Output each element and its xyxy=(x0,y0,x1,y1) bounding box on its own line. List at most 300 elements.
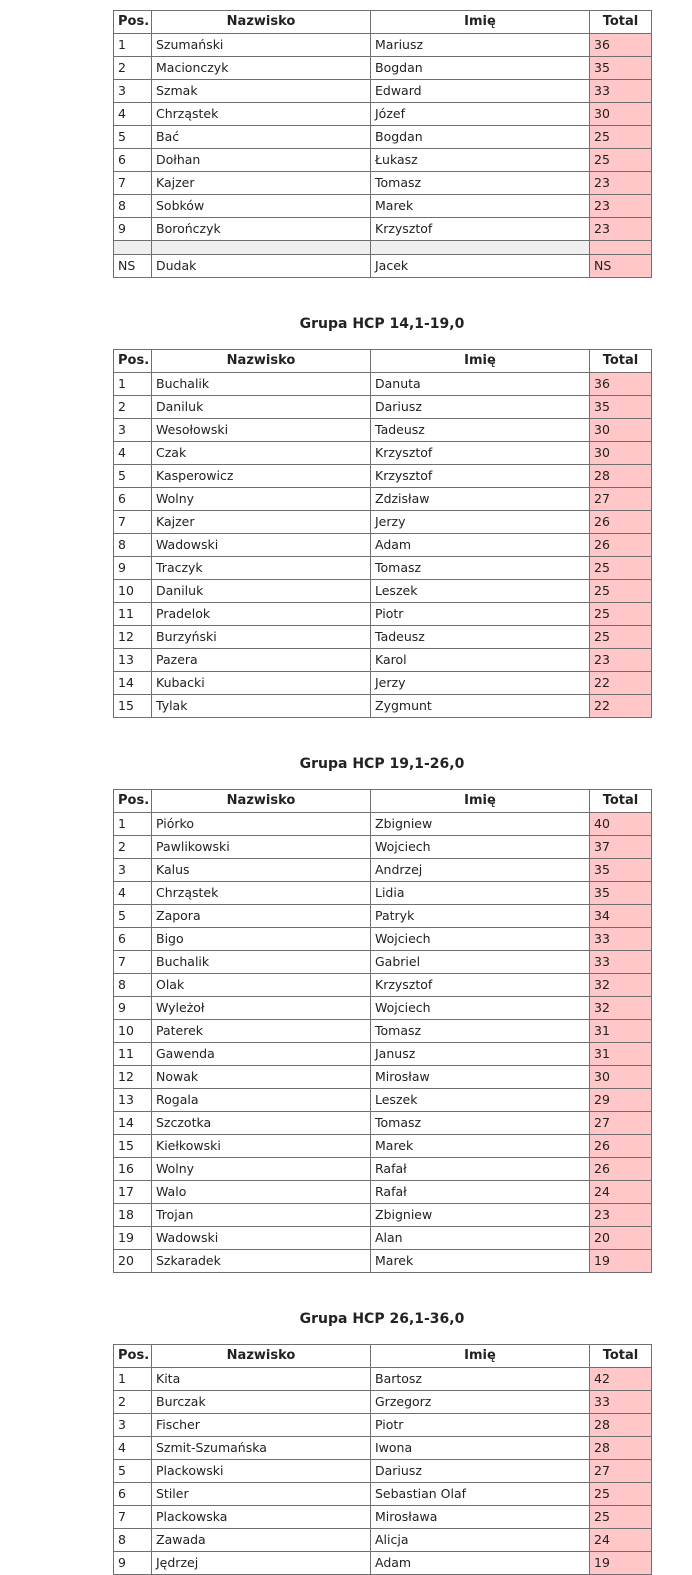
cell-firstname: Adam xyxy=(371,1552,590,1575)
cell-firstname: Bogdan xyxy=(371,57,590,80)
cell-total: 34 xyxy=(590,905,652,928)
table-row xyxy=(114,103,652,126)
cell-pos: 15 xyxy=(114,695,152,718)
table-row xyxy=(114,1414,652,1437)
table-header-row xyxy=(114,1345,652,1368)
cell-firstname: Krzysztof xyxy=(371,465,590,488)
cell-pos: 1 xyxy=(114,813,152,836)
cell-pos: 4 xyxy=(114,882,152,905)
column-header-pos: Pos. xyxy=(114,790,152,813)
cell-surname: Kajzer xyxy=(152,511,371,534)
table-row xyxy=(114,1181,652,1204)
cell-pos: 5 xyxy=(114,1460,152,1483)
group-spacer xyxy=(113,334,651,349)
group-spacer xyxy=(113,1329,651,1344)
cell-pos: 8 xyxy=(114,1529,152,1552)
cell-surname: Paterek xyxy=(152,1020,371,1043)
cell-total: 25 xyxy=(590,1483,652,1506)
cell-firstname: Wojciech xyxy=(371,836,590,859)
cell-total: 40 xyxy=(590,813,652,836)
cell-surname: Rogala xyxy=(152,1089,371,1112)
cell-surname: Dudak xyxy=(152,255,371,278)
cell-firstname: Tomasz xyxy=(371,1112,590,1135)
cell-pos: 14 xyxy=(114,672,152,695)
cell-surname: Wadowski xyxy=(152,1227,371,1250)
cell-surname: Dołhan xyxy=(152,149,371,172)
table-row xyxy=(114,172,652,195)
table-row xyxy=(114,488,652,511)
cell-surname: Czak xyxy=(152,442,371,465)
cell-surname: Szmak xyxy=(152,80,371,103)
cell-surname: Szumański xyxy=(152,34,371,57)
cell-surname: Bigo xyxy=(152,928,371,951)
cell-total: 25 xyxy=(590,626,652,649)
table-row xyxy=(114,149,652,172)
table-row xyxy=(114,603,652,626)
cell-total: 30 xyxy=(590,103,652,126)
results-table xyxy=(113,789,652,1273)
cell-firstname: Mirosław xyxy=(371,1066,590,1089)
column-header-surname: Nazwisko xyxy=(152,1345,371,1368)
table-row xyxy=(114,1227,652,1250)
table-row xyxy=(114,974,652,997)
cell-surname: Walo xyxy=(152,1181,371,1204)
cell-firstname: Mirosława xyxy=(371,1506,590,1529)
cell-firstname: Dariusz xyxy=(371,396,590,419)
cell-surname: Bać xyxy=(152,126,371,149)
table-row xyxy=(114,1020,652,1043)
cell-pos: 4 xyxy=(114,442,152,465)
column-header-total: Total xyxy=(590,11,652,34)
group-spacer xyxy=(113,278,651,314)
table-row xyxy=(114,580,652,603)
cell-total: 25 xyxy=(590,603,652,626)
cell-firstname: Piotr xyxy=(371,603,590,626)
group-title: Grupa HCP 14,1-19,0 xyxy=(299,316,465,332)
cell-total: 42 xyxy=(590,1368,652,1391)
cell-surname xyxy=(152,241,371,255)
cell-surname: Wyleżoł xyxy=(152,997,371,1020)
cell-total: 35 xyxy=(590,882,652,905)
cell-total: 25 xyxy=(590,1506,652,1529)
cell-surname: Nowak xyxy=(152,1066,371,1089)
cell-total: 25 xyxy=(590,149,652,172)
column-header-total: Total xyxy=(590,790,652,813)
cell-pos xyxy=(114,241,152,255)
table-row xyxy=(114,649,652,672)
table-row xyxy=(114,1135,652,1158)
cell-total: 27 xyxy=(590,488,652,511)
cell-firstname: Marek xyxy=(371,1135,590,1158)
results-table xyxy=(113,349,652,718)
table-row xyxy=(114,511,652,534)
cell-firstname: Krzysztof xyxy=(371,442,590,465)
cell-pos: 9 xyxy=(114,997,152,1020)
cell-firstname: Danuta xyxy=(371,373,590,396)
cell-total: 29 xyxy=(590,1089,652,1112)
cell-firstname: Mariusz xyxy=(371,34,590,57)
column-header-firstname: Imię xyxy=(371,350,590,373)
cell-pos: 1 xyxy=(114,1368,152,1391)
cell-surname: Kasperowicz xyxy=(152,465,371,488)
cell-pos: 3 xyxy=(114,1414,152,1437)
cell-firstname: Sebastian Olaf xyxy=(371,1483,590,1506)
cell-total: 25 xyxy=(590,557,652,580)
cell-firstname: Leszek xyxy=(371,580,590,603)
cell-firstname: Alicja xyxy=(371,1529,590,1552)
cell-total: 19 xyxy=(590,1250,652,1273)
cell-firstname: Piotr xyxy=(371,1414,590,1437)
cell-firstname: Patryk xyxy=(371,905,590,928)
column-header-pos: Pos. xyxy=(114,1345,152,1368)
cell-total: 23 xyxy=(590,649,652,672)
cell-surname: Kita xyxy=(152,1368,371,1391)
cell-firstname: Zdzisław xyxy=(371,488,590,511)
cell-firstname: Wojciech xyxy=(371,997,590,1020)
cell-firstname: Karol xyxy=(371,649,590,672)
cell-firstname: Krzysztof xyxy=(371,974,590,997)
table-row xyxy=(114,1158,652,1181)
cell-total: 30 xyxy=(590,442,652,465)
cell-surname: Wesołowski xyxy=(152,419,371,442)
cell-firstname: Wojciech xyxy=(371,928,590,951)
cell-firstname: Rafał xyxy=(371,1158,590,1181)
cell-pos: 13 xyxy=(114,1089,152,1112)
table-row xyxy=(114,859,652,882)
cell-firstname: Zbigniew xyxy=(371,1204,590,1227)
cell-pos: 18 xyxy=(114,1204,152,1227)
cell-total: 35 xyxy=(590,396,652,419)
table-row xyxy=(114,442,652,465)
cell-pos: 6 xyxy=(114,488,152,511)
table-row xyxy=(114,1460,652,1483)
cell-total: 26 xyxy=(590,534,652,557)
column-header-pos: Pos. xyxy=(114,11,152,34)
results-page xyxy=(113,10,651,1575)
cell-pos: 10 xyxy=(114,580,152,603)
table-row xyxy=(114,465,652,488)
cell-firstname: Grzegorz xyxy=(371,1391,590,1414)
cell-firstname: Jerzy xyxy=(371,511,590,534)
cell-pos: 15 xyxy=(114,1135,152,1158)
results-table xyxy=(113,1344,652,1575)
cell-total: 23 xyxy=(590,172,652,195)
cell-total: 24 xyxy=(590,1529,652,1552)
group-title: Grupa HCP 26,1-36,0 xyxy=(299,1311,465,1327)
cell-surname: Wolny xyxy=(152,488,371,511)
table-row xyxy=(114,813,652,836)
table-row xyxy=(114,534,652,557)
cell-surname: Piórko xyxy=(152,813,371,836)
cell-total: 36 xyxy=(590,373,652,396)
table-row xyxy=(114,695,652,718)
cell-pos: 5 xyxy=(114,126,152,149)
table-row xyxy=(114,1391,652,1414)
cell-total: 28 xyxy=(590,1437,652,1460)
cell-total: 22 xyxy=(590,672,652,695)
cell-pos: 12 xyxy=(114,1066,152,1089)
cell-surname: Daniluk xyxy=(152,580,371,603)
cell-total: 35 xyxy=(590,57,652,80)
cell-surname: Stiler xyxy=(152,1483,371,1506)
column-header-firstname: Imię xyxy=(371,790,590,813)
table-row xyxy=(114,57,652,80)
cell-surname: Gawenda xyxy=(152,1043,371,1066)
cell-firstname: Adam xyxy=(371,534,590,557)
cell-pos: 11 xyxy=(114,603,152,626)
cell-pos: 13 xyxy=(114,649,152,672)
cell-surname: Buchalik xyxy=(152,373,371,396)
cell-surname: Szmit-Szumańska xyxy=(152,1437,371,1460)
column-header-total: Total xyxy=(590,1345,652,1368)
cell-pos: 3 xyxy=(114,859,152,882)
cell-surname: Pradelok xyxy=(152,603,371,626)
cell-firstname: Leszek xyxy=(371,1089,590,1112)
cell-firstname: Jacek xyxy=(371,255,590,278)
column-header-firstname: Imię xyxy=(371,1345,590,1368)
cell-total: 30 xyxy=(590,419,652,442)
table-header-row xyxy=(114,790,652,813)
cell-pos: 9 xyxy=(114,1552,152,1575)
table-row-empty xyxy=(114,241,652,255)
cell-total: NS xyxy=(590,255,652,278)
cell-pos: 17 xyxy=(114,1181,152,1204)
cell-firstname: Tomasz xyxy=(371,172,590,195)
cell-surname: Kiełkowski xyxy=(152,1135,371,1158)
cell-pos: 2 xyxy=(114,1391,152,1414)
cell-surname: Tylak xyxy=(152,695,371,718)
cell-total: 33 xyxy=(590,951,652,974)
cell-firstname: Jerzy xyxy=(371,672,590,695)
table-row xyxy=(114,557,652,580)
cell-pos: 8 xyxy=(114,974,152,997)
cell-pos: 3 xyxy=(114,80,152,103)
cell-firstname: Zbigniew xyxy=(371,813,590,836)
table-row xyxy=(114,905,652,928)
cell-surname: Fischer xyxy=(152,1414,371,1437)
cell-surname: Macionczyk xyxy=(152,57,371,80)
cell-pos: 7 xyxy=(114,1506,152,1529)
cell-pos: 6 xyxy=(114,1483,152,1506)
cell-total: 28 xyxy=(590,465,652,488)
cell-firstname: Alan xyxy=(371,1227,590,1250)
table-row xyxy=(114,396,652,419)
cell-pos: 20 xyxy=(114,1250,152,1273)
cell-pos: 2 xyxy=(114,836,152,859)
table-row xyxy=(114,1506,652,1529)
results-table xyxy=(113,10,652,278)
cell-pos: 2 xyxy=(114,396,152,419)
cell-firstname: Józef xyxy=(371,103,590,126)
cell-total: 26 xyxy=(590,511,652,534)
column-header-total: Total xyxy=(590,350,652,373)
group-title: Grupa HCP 19,1-26,0 xyxy=(299,756,465,772)
cell-total: 26 xyxy=(590,1158,652,1181)
cell-total: 31 xyxy=(590,1020,652,1043)
table-row xyxy=(114,1483,652,1506)
table-row xyxy=(114,1529,652,1552)
cell-pos: 11 xyxy=(114,1043,152,1066)
cell-pos: 5 xyxy=(114,905,152,928)
cell-total: 32 xyxy=(590,997,652,1020)
cell-total: 33 xyxy=(590,928,652,951)
cell-total: 25 xyxy=(590,580,652,603)
cell-surname: Chrząstek xyxy=(152,103,371,126)
cell-total: 28 xyxy=(590,1414,652,1437)
cell-surname: Pazera xyxy=(152,649,371,672)
cell-total: 24 xyxy=(590,1181,652,1204)
cell-surname: Olak xyxy=(152,974,371,997)
cell-total: 37 xyxy=(590,836,652,859)
cell-surname: Zawada xyxy=(152,1529,371,1552)
cell-pos: 6 xyxy=(114,149,152,172)
cell-total: 27 xyxy=(590,1112,652,1135)
cell-total: 31 xyxy=(590,1043,652,1066)
table-row xyxy=(114,672,652,695)
cell-firstname: Bogdan xyxy=(371,126,590,149)
cell-surname: Sobków xyxy=(152,195,371,218)
cell-firstname: Bartosz xyxy=(371,1368,590,1391)
cell-firstname: Lidia xyxy=(371,882,590,905)
column-header-firstname: Imię xyxy=(371,11,590,34)
column-header-surname: Nazwisko xyxy=(152,11,371,34)
table-row xyxy=(114,951,652,974)
cell-total: 25 xyxy=(590,126,652,149)
cell-pos: 12 xyxy=(114,626,152,649)
cell-surname: Wolny xyxy=(152,1158,371,1181)
cell-surname: Trojan xyxy=(152,1204,371,1227)
table-row xyxy=(114,419,652,442)
cell-pos: 4 xyxy=(114,1437,152,1460)
table-row xyxy=(114,1437,652,1460)
table-row xyxy=(114,882,652,905)
cell-firstname: Rafał xyxy=(371,1181,590,1204)
cell-firstname: Marek xyxy=(371,195,590,218)
table-row xyxy=(114,836,652,859)
cell-surname: Szkaradek xyxy=(152,1250,371,1273)
cell-surname: Kubacki xyxy=(152,672,371,695)
cell-pos: NS xyxy=(114,255,152,278)
cell-pos: 8 xyxy=(114,195,152,218)
cell-pos: 14 xyxy=(114,1112,152,1135)
cell-surname: Buchalik xyxy=(152,951,371,974)
table-row xyxy=(114,997,652,1020)
group-spacer xyxy=(113,718,651,754)
table-row xyxy=(114,1552,652,1575)
cell-pos: 19 xyxy=(114,1227,152,1250)
cell-total: 35 xyxy=(590,859,652,882)
cell-pos: 9 xyxy=(114,557,152,580)
cell-total: 22 xyxy=(590,695,652,718)
cell-total: 33 xyxy=(590,1391,652,1414)
cell-firstname: Gabriel xyxy=(371,951,590,974)
cell-total: 20 xyxy=(590,1227,652,1250)
column-header-surname: Nazwisko xyxy=(152,350,371,373)
cell-firstname: Marek xyxy=(371,1250,590,1273)
cell-surname: Borończyk xyxy=(152,218,371,241)
cell-pos: 7 xyxy=(114,172,152,195)
table-header-row xyxy=(114,350,652,373)
cell-firstname: Dariusz xyxy=(371,1460,590,1483)
group-spacer xyxy=(113,1273,651,1309)
cell-surname: Kajzer xyxy=(152,172,371,195)
cell-firstname: Tadeusz xyxy=(371,419,590,442)
cell-pos: 6 xyxy=(114,928,152,951)
table-header-row xyxy=(114,11,652,34)
cell-total: 32 xyxy=(590,974,652,997)
cell-surname: Szczotka xyxy=(152,1112,371,1135)
cell-surname: Jędrzej xyxy=(152,1552,371,1575)
cell-pos: 7 xyxy=(114,511,152,534)
cell-firstname: Krzysztof xyxy=(371,218,590,241)
cell-total xyxy=(590,241,652,255)
cell-surname: Plackowski xyxy=(152,1460,371,1483)
cell-firstname: Janusz xyxy=(371,1043,590,1066)
table-row xyxy=(114,1368,652,1391)
cell-pos: 3 xyxy=(114,419,152,442)
table-row xyxy=(114,218,652,241)
table-row xyxy=(114,373,652,396)
cell-surname: Kalus xyxy=(152,859,371,882)
cell-surname: Traczyk xyxy=(152,557,371,580)
table-row xyxy=(114,928,652,951)
cell-pos: 5 xyxy=(114,465,152,488)
cell-total: 23 xyxy=(590,195,652,218)
cell-firstname xyxy=(371,241,590,255)
cell-firstname: Edward xyxy=(371,80,590,103)
cell-total: 19 xyxy=(590,1552,652,1575)
cell-pos: 8 xyxy=(114,534,152,557)
cell-pos: 2 xyxy=(114,57,152,80)
cell-pos: 4 xyxy=(114,103,152,126)
table-row xyxy=(114,1250,652,1273)
cell-firstname: Zygmunt xyxy=(371,695,590,718)
cell-pos: 16 xyxy=(114,1158,152,1181)
cell-firstname: Tadeusz xyxy=(371,626,590,649)
cell-surname: Zapora xyxy=(152,905,371,928)
cell-total: 23 xyxy=(590,218,652,241)
cell-total: 27 xyxy=(590,1460,652,1483)
cell-firstname: Tomasz xyxy=(371,557,590,580)
cell-surname: Chrząstek xyxy=(152,882,371,905)
cell-surname: Burzyński xyxy=(152,626,371,649)
cell-surname: Plackowska xyxy=(152,1506,371,1529)
cell-pos: 1 xyxy=(114,34,152,57)
table-row xyxy=(114,1112,652,1135)
table-row xyxy=(114,195,652,218)
table-row xyxy=(114,80,652,103)
table-row xyxy=(114,255,652,278)
table-row xyxy=(114,34,652,57)
cell-pos: 10 xyxy=(114,1020,152,1043)
cell-firstname: Tomasz xyxy=(371,1020,590,1043)
cell-surname: Wadowski xyxy=(152,534,371,557)
cell-pos: 9 xyxy=(114,218,152,241)
cell-firstname: Łukasz xyxy=(371,149,590,172)
table-row xyxy=(114,1204,652,1227)
group-spacer xyxy=(113,774,651,789)
cell-surname: Burczak xyxy=(152,1391,371,1414)
cell-total: 36 xyxy=(590,34,652,57)
cell-firstname: Iwona xyxy=(371,1437,590,1460)
table-row xyxy=(114,1066,652,1089)
cell-firstname: Andrzej xyxy=(371,859,590,882)
cell-total: 26 xyxy=(590,1135,652,1158)
cell-surname: Pawlikowski xyxy=(152,836,371,859)
cell-total: 23 xyxy=(590,1204,652,1227)
column-header-surname: Nazwisko xyxy=(152,790,371,813)
column-header-pos: Pos. xyxy=(114,350,152,373)
